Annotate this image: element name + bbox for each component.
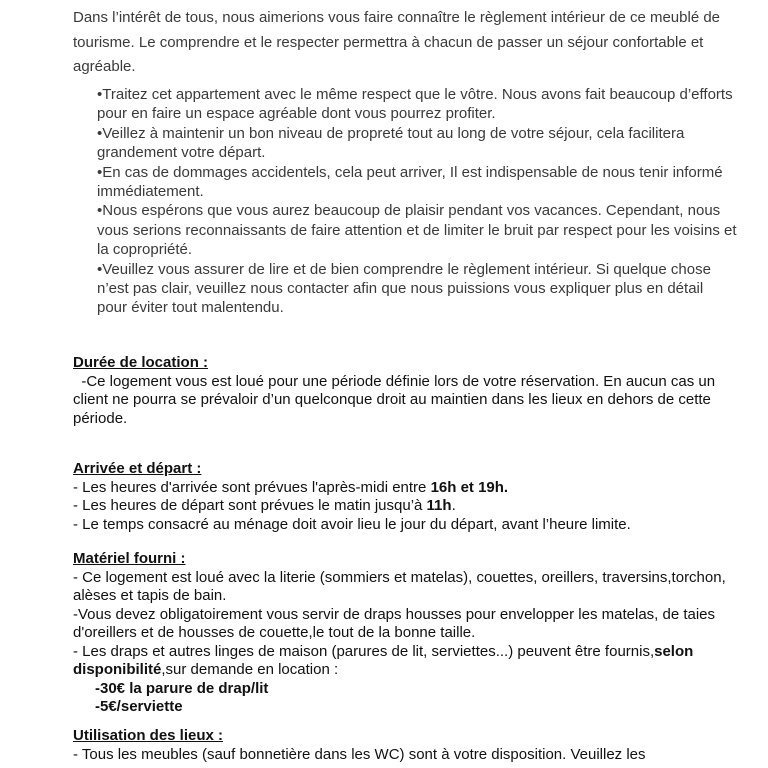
depart-line (73, 497, 743, 516)
section-arrivee (73, 460, 743, 534)
materiel-line-2: -Vous devez obligatoirement vous servir de draps housses pour envelopper les matelas, de taies d'oreillers et de housses de couette,le tout de la bonne taille. (73, 605, 716, 641)
section-duree (73, 354, 743, 428)
heading-arrivee: Arrivée et départ : (73, 460, 202, 477)
arrivee-line-1-text: - Les heures d'arrivée sont prévues l'après-midi entre (73, 478, 431, 496)
duree-text: -Ce logement vous est loué pour une période définie lors de votre réservation. En aucun cas un client ne pourra se prévaloir d’un quelconque droit au maintien dans les lieux en dehors de cette période. (73, 372, 720, 427)
depart-line-end: . (451, 497, 456, 514)
arrivee-line-1 (73, 479, 743, 498)
section-utilisation (73, 727, 743, 764)
intro-paragraph: Dans l’intérêt de tous, nous aimerions vous faire connaître le règlement intérieur de ce meublé de tourisme. Le comprendre et le respecter permettra à chacun de passer un séjour confortable et agréable. (73, 9, 721, 75)
heading-materiel: Matériel fourni : (73, 550, 186, 567)
materiel-line-3-end: ,sur demande en location : (161, 661, 339, 678)
bullet-respect: •Traitez cet appartement avec le même respect que le vôtre. Nous avons fait beaucoup d’efforts pour en faire un espace agréable dont vous pourrez profiter. (97, 86, 733, 123)
materiel-line-3 (73, 643, 743, 680)
heading-duree: Durée de location : (73, 354, 209, 371)
price-serviette: -5€/serviette (95, 698, 183, 715)
heading-utilisation: Utilisation des lieux : (73, 727, 224, 744)
materiel-line-3-text: - Les draps et autres linges de maison (parures de lit, serviettes...) peuvent être fournis, (73, 642, 655, 660)
materiel-availability: selon disponibilité (73, 642, 694, 678)
utilisation-line-1: - Tous les meubles (sauf bonnetière dans les WC) sont à votre disposition. Veuillez les (73, 745, 646, 763)
menage-line: - Le temps consacré au ménage doit avoir lieu le jour du départ, avant l’heure limite. (73, 515, 631, 533)
bullet-bruit: •Nous espérons que vous aurez beaucoup de plaisir pendant vos vacances. Cependant, nous vous serions reconnaissants de faire attention et de limiter le bruit par respect pour les voisins et la copropriété. (97, 202, 737, 259)
bullet-proprete: •Veillez à maintenir un bon niveau de propreté tout au long de votre séjour, cela facilitera grandement votre départ. (97, 124, 685, 162)
rules-bullet-list (97, 85, 737, 318)
section-materiel (73, 550, 743, 717)
bullet-dommages: •En cas de dommages accidentels, cela peut arriver, Il est indispensable de nous tenir informé immédiatement. (97, 163, 723, 201)
depart-line-text: - Les heures de départ sont prévues le matin jusqu’à (73, 497, 427, 514)
arrivee-hours: 16h et 19h. (430, 478, 509, 496)
depart-hour: 11h (426, 497, 452, 514)
price-parure: -30€ la parure de drap/lit (95, 679, 269, 697)
bullet-reglement: •Veuillez vous assurer de lire et de bien comprendre le règlement intérieur. Si quelque chose n’est pas clair, veuillez nous contacter afin que nous puissions vous expliquer plus en détail pour éviter tout malentendu. (97, 260, 711, 317)
materiel-line-1: - Ce logement est loué avec la literie (sommiers et matelas), couettes, oreillers, traversins,torchon, alèses et tapis de bain. (73, 568, 726, 604)
